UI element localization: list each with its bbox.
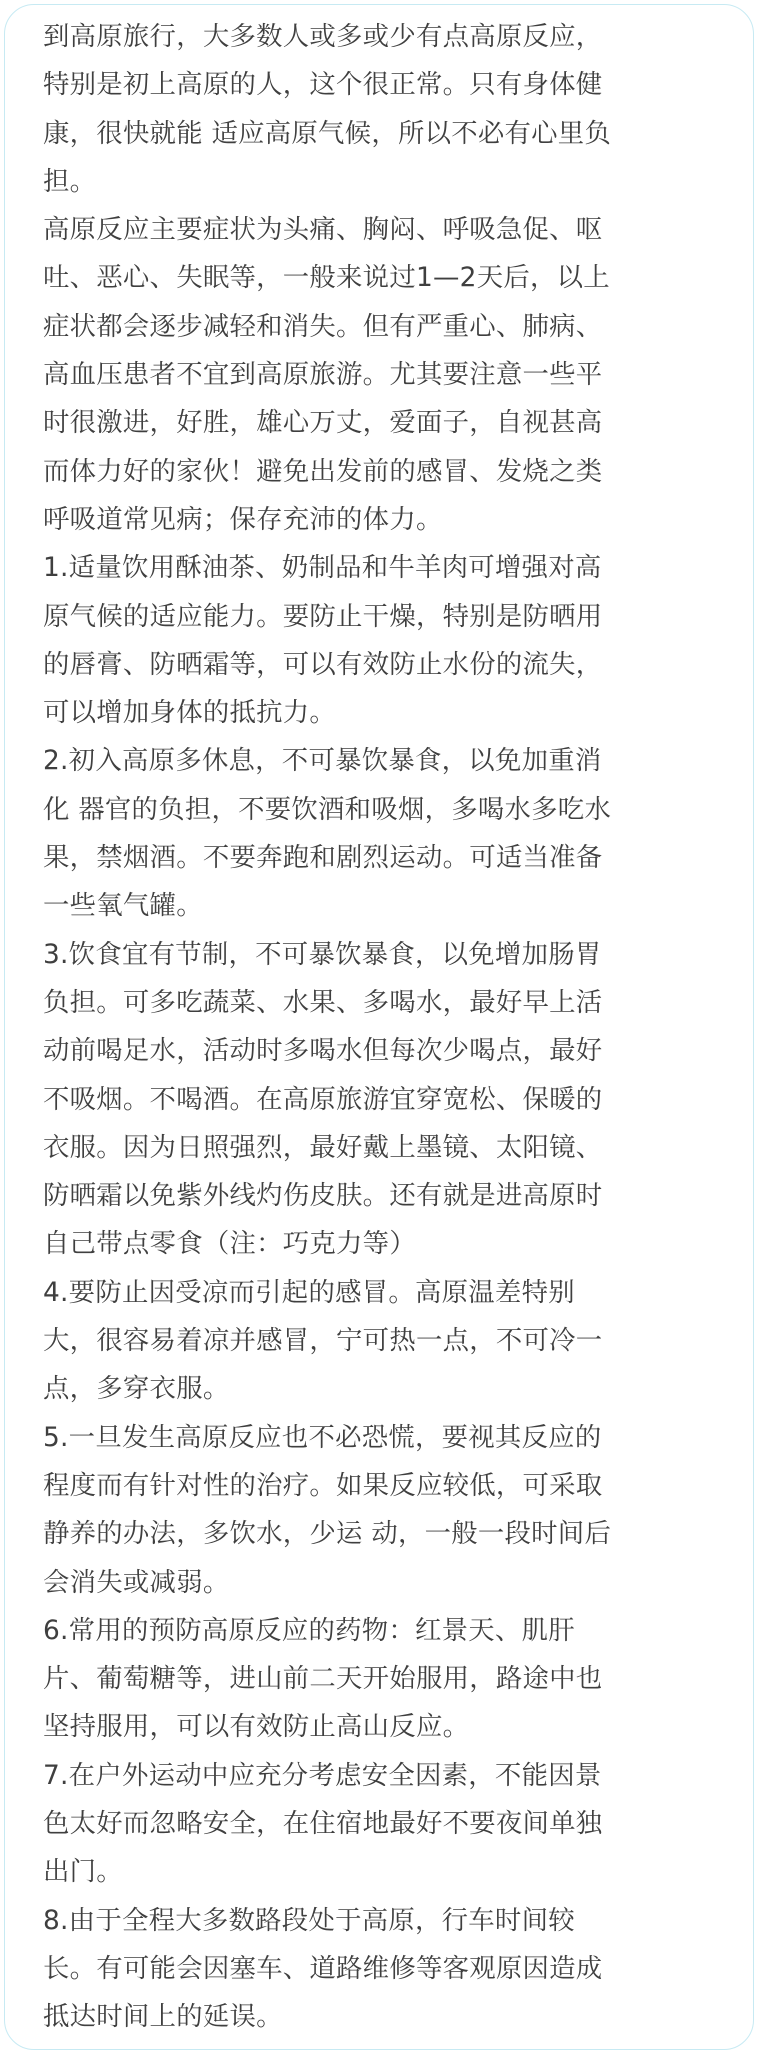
tip-6-paragraph: 6.常用的预防高原反应的药物：红景天、肌肝 片、葡萄糖等，进山前二天开始服用，路途中也 坚持服用，可以有效防止高山反应。 [43,1614,603,1743]
article-card [4,4,754,2050]
tip-3-paragraph: 3.饮食宜有节制，不可暴饮暴食，以免增加肠胃 负担。可多吃蔬菜、水果、多喝水，最好早上活 动前喝足水，活动时多喝水但每次少喝点，最好 不吸烟。不喝酒。在高原旅游宜穿宽松、保暖的 衣服。因为日照强烈，最好戴上墨镜、太阳镜、 防晒霜以免紫外线灼伤皮肤。还有就是进高原时 自己带点零食（注：巧克力等） [43,938,603,1260]
tip-2-paragraph: 2.初入高原多休息，不可暴饮暴食，以免加重消 化 器官的负担，不要饮酒和吸烟，多喝水多吃水 果，禁烟酒。不要奔跑和剧烈运动。可适当准备 一些氧气罐。 [43,745,612,922]
tip-4-paragraph: 4.要防止因受凉而引起的感冒。高原温差特别 大，很容易着凉并感冒，宁可热一点，不可冷一 点，多穿衣服。 [43,1276,603,1405]
tip-1-paragraph: 1.适量饮用酥油茶、奶制品和牛羊肉可增强对高 原气候的适应能力。要防止干燥，特别是防晒用 的唇膏、防晒霜等，可以有效防止水份的流失， 可以增加身体的抵抗力。 [43,552,603,729]
article-body [43,13,731,2041]
symptoms-paragraph: 高原反应主要症状为头痛、胸闷、呼吸急促、呕 吐、恶心、失眠等，一般来说过1—2天后，以上 症状都会逐步减轻和消失。但有严重心、肺病、 高血压患者不宜到高原旅游。尤其要注意一些平 时很激进，好胜，雄心万丈，爱面子，自视甚高 而体力好的家伙！避免出发前的感冒、发烧之类 呼吸道常见病；保存充沛的体力。 [43,214,610,535]
intro-paragraph: 到高原旅行，大多数人或多或少有点高原反应， 特别是初上高原的人，这个很正常。只有身体健 康，很快就能 适应高原气候，所以不必有心里负 担。 [43,21,612,197]
tip-8-paragraph: 8.由于全程大多数路段处于高原，行车时间较 长。有可能会因塞车、道路维修等客观原因造成 抵达时间上的延误。 [43,1904,603,2033]
tip-7-paragraph: 7.在户外运动中应充分考虑安全因素，不能因景 色太好而忽略安全，在住宿地最好不要夜间单独 出门。 [43,1759,603,1888]
tip-5-paragraph: 5.一旦发生高原反应也不必恐慌，要视其反应的 程度而有针对性的治疗。如果反应较低，可采取 静养的办法，多饮水，少运 动，一般一段时间后 会消失或减弱。 [43,1421,612,1598]
